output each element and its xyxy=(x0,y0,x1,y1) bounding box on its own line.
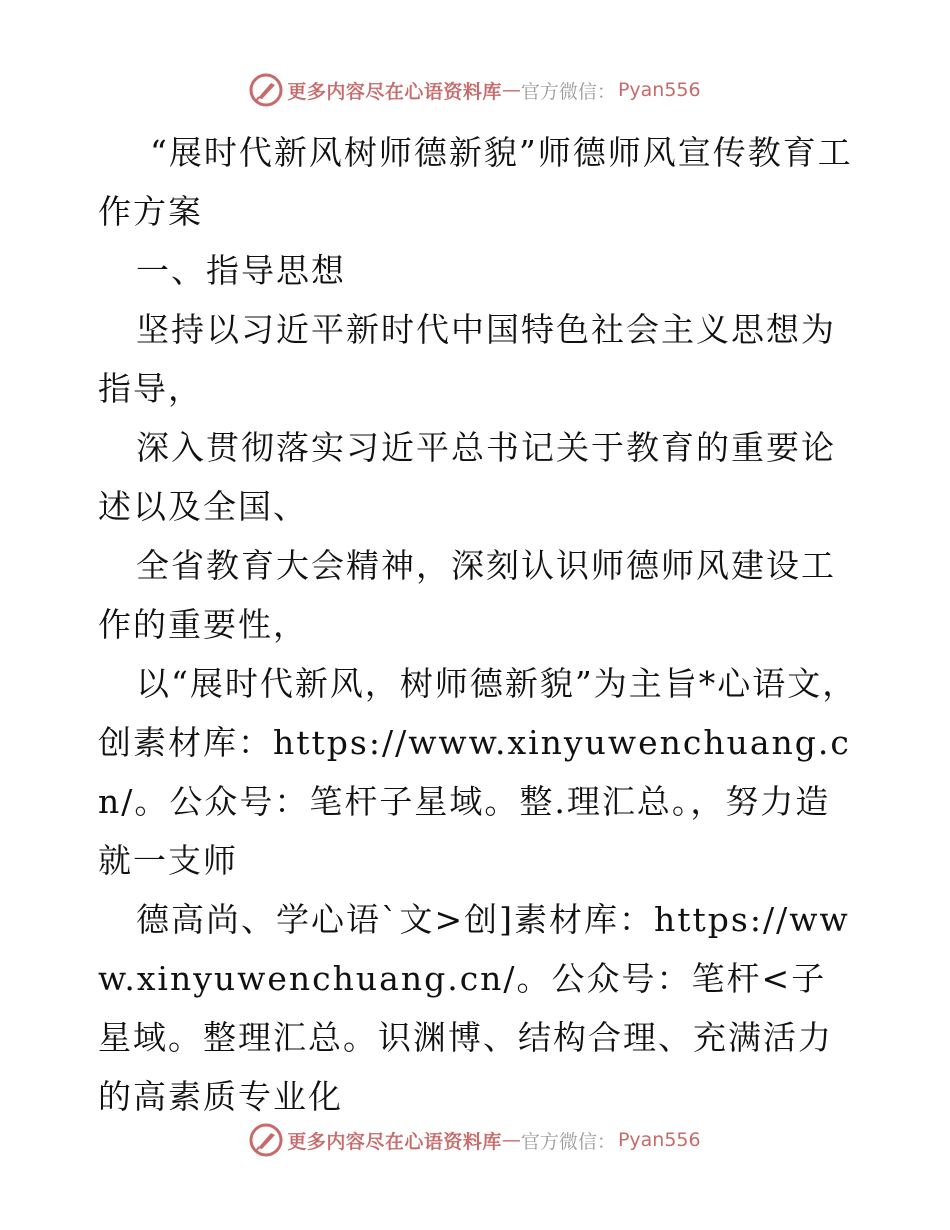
banner-brand-text: 更多内容尽在心语资料库 xyxy=(287,1130,502,1153)
body-paragraph: 坚持以习近平新时代中国特色社会主义思想为指导， xyxy=(98,310,836,408)
banner-official-label: 官方微信： xyxy=(520,80,616,103)
document-title: “展时代新风树师德新貌”师德师风宣传教育工作方案 xyxy=(98,133,853,231)
document-body xyxy=(98,123,858,1126)
banner-brand-text: 更多内容尽在心语资料库 xyxy=(287,80,502,103)
body-paragraph: 深入贯彻落实习近平总书记关于教育的重要论述以及全国、 xyxy=(98,428,836,526)
body-paragraph: 以“展时代新风，树师德新貌”为主旨*心语文，创素材库：https://www.xinyuwenchuang.cn/。公众号：笔杆子星域。整.理汇总。，努力造就一支师 xyxy=(98,664,858,880)
body-paragraph: 德高尚、学心语`文>创]素材库：https://www.xinyuwenchuang.cn/。公众号：笔杆<子星域。整理汇总。识渊博、结构合理、充满活力的高素质专业化 xyxy=(98,900,850,1116)
header-watermark-banner xyxy=(0,70,950,110)
banner-dash: — xyxy=(501,1129,521,1151)
quill-logo-icon xyxy=(249,1123,283,1157)
section-heading: 一、指导思想 xyxy=(136,251,346,290)
banner-dash: — xyxy=(501,79,521,101)
banner-wechat-id: Pyan556 xyxy=(617,79,701,101)
banner-official-label: 官方微信： xyxy=(520,1130,616,1153)
banner-wechat-id: Pyan556 xyxy=(617,1129,701,1151)
body-paragraph: 全省教育大会精神，深刻认识师德师风建设工作的重要性， xyxy=(98,546,836,644)
quill-logo-icon xyxy=(249,73,283,107)
footer-watermark-banner xyxy=(0,1120,950,1160)
